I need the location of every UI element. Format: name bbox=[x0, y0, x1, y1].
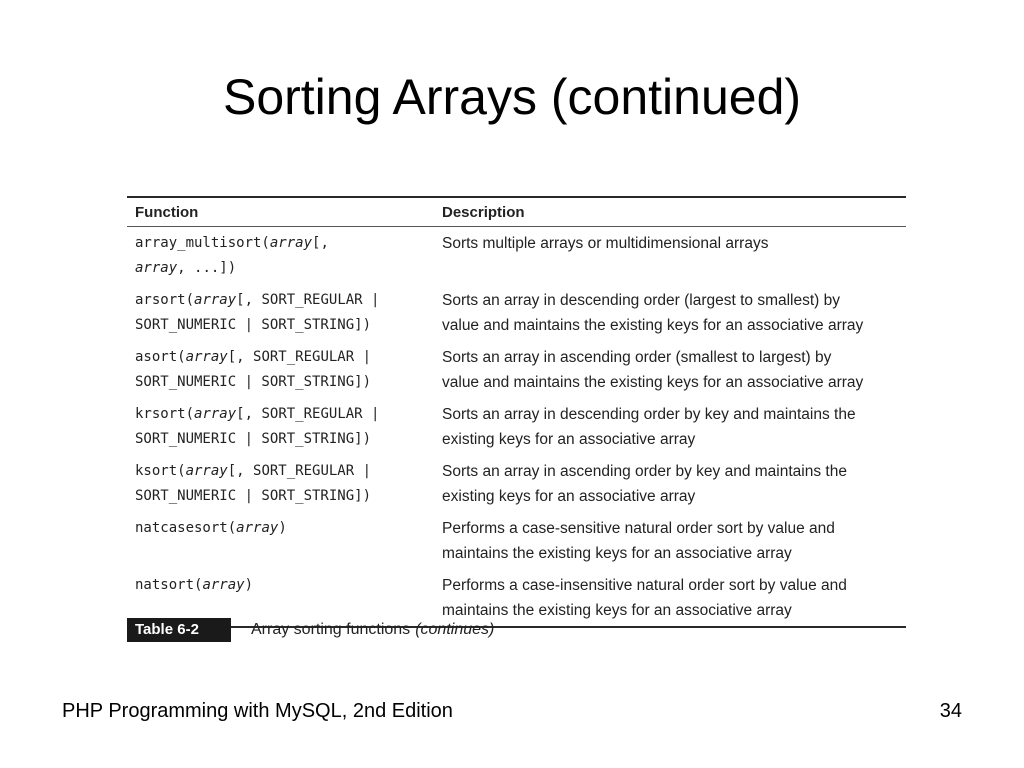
function-signature: asort(array[, SORT_REGULAR | SORT_NUMERIC | SORT_STRING]) bbox=[135, 349, 372, 390]
table-row bbox=[127, 512, 906, 569]
column-header-description: Description bbox=[442, 203, 525, 221]
caption-continues-note: (continues) bbox=[415, 621, 495, 638]
footer-book-title: PHP Programming with MySQL, 2nd Edition bbox=[62, 700, 453, 722]
function-description: Sorts an array in ascending order by key and maintains the existing keys for an associative array bbox=[442, 463, 847, 505]
table-row bbox=[127, 455, 906, 512]
table-row bbox=[127, 284, 906, 341]
function-description: Performs a case-sensitive natural order sort by value and maintains the existing keys for an associative array bbox=[442, 520, 835, 562]
function-description: Performs a case-insensitive natural order sort by value and maintains the existing keys for an associative array bbox=[442, 577, 847, 619]
function-description: Sorts multiple arrays or multidimensional arrays bbox=[442, 235, 769, 252]
function-signature: natcasesort(array) bbox=[135, 520, 287, 536]
function-signature: array_multisort(array[, array, ...]) bbox=[135, 235, 329, 276]
table-label-badge: Table 6-2 bbox=[127, 618, 231, 642]
table-row bbox=[127, 398, 906, 455]
slide-title: Sorting Arrays (continued) bbox=[222, 69, 802, 125]
functions-table bbox=[127, 196, 906, 628]
table-caption bbox=[127, 618, 494, 642]
table-row bbox=[127, 341, 906, 398]
table-caption-text: Array sorting functions (continues) bbox=[251, 621, 495, 638]
function-signature: krsort(array[, SORT_REGULAR | SORT_NUMERIC | SORT_STRING]) bbox=[135, 406, 380, 447]
sorting-functions-table bbox=[127, 198, 906, 626]
function-signature: ksort(array[, SORT_REGULAR | SORT_NUMERIC | SORT_STRING]) bbox=[135, 463, 372, 504]
function-signature: arsort(array[, SORT_REGULAR | SORT_NUMERIC | SORT_STRING]) bbox=[135, 292, 380, 333]
column-header-function: Function bbox=[135, 203, 199, 221]
function-description: Sorts an array in descending order by key and maintains the existing keys for an associative array bbox=[442, 406, 856, 448]
function-description: Sorts an array in ascending order (smallest to largest) by value and maintains the existing keys for an associative array bbox=[442, 349, 864, 391]
table-header-row bbox=[127, 198, 906, 226]
function-signature: natsort(array) bbox=[135, 577, 254, 593]
function-description: Sorts an array in descending order (largest to smallest) by value and maintains the existing keys for an associative array bbox=[442, 292, 864, 334]
table-row bbox=[127, 227, 906, 284]
page-number: 34 bbox=[939, 700, 962, 722]
